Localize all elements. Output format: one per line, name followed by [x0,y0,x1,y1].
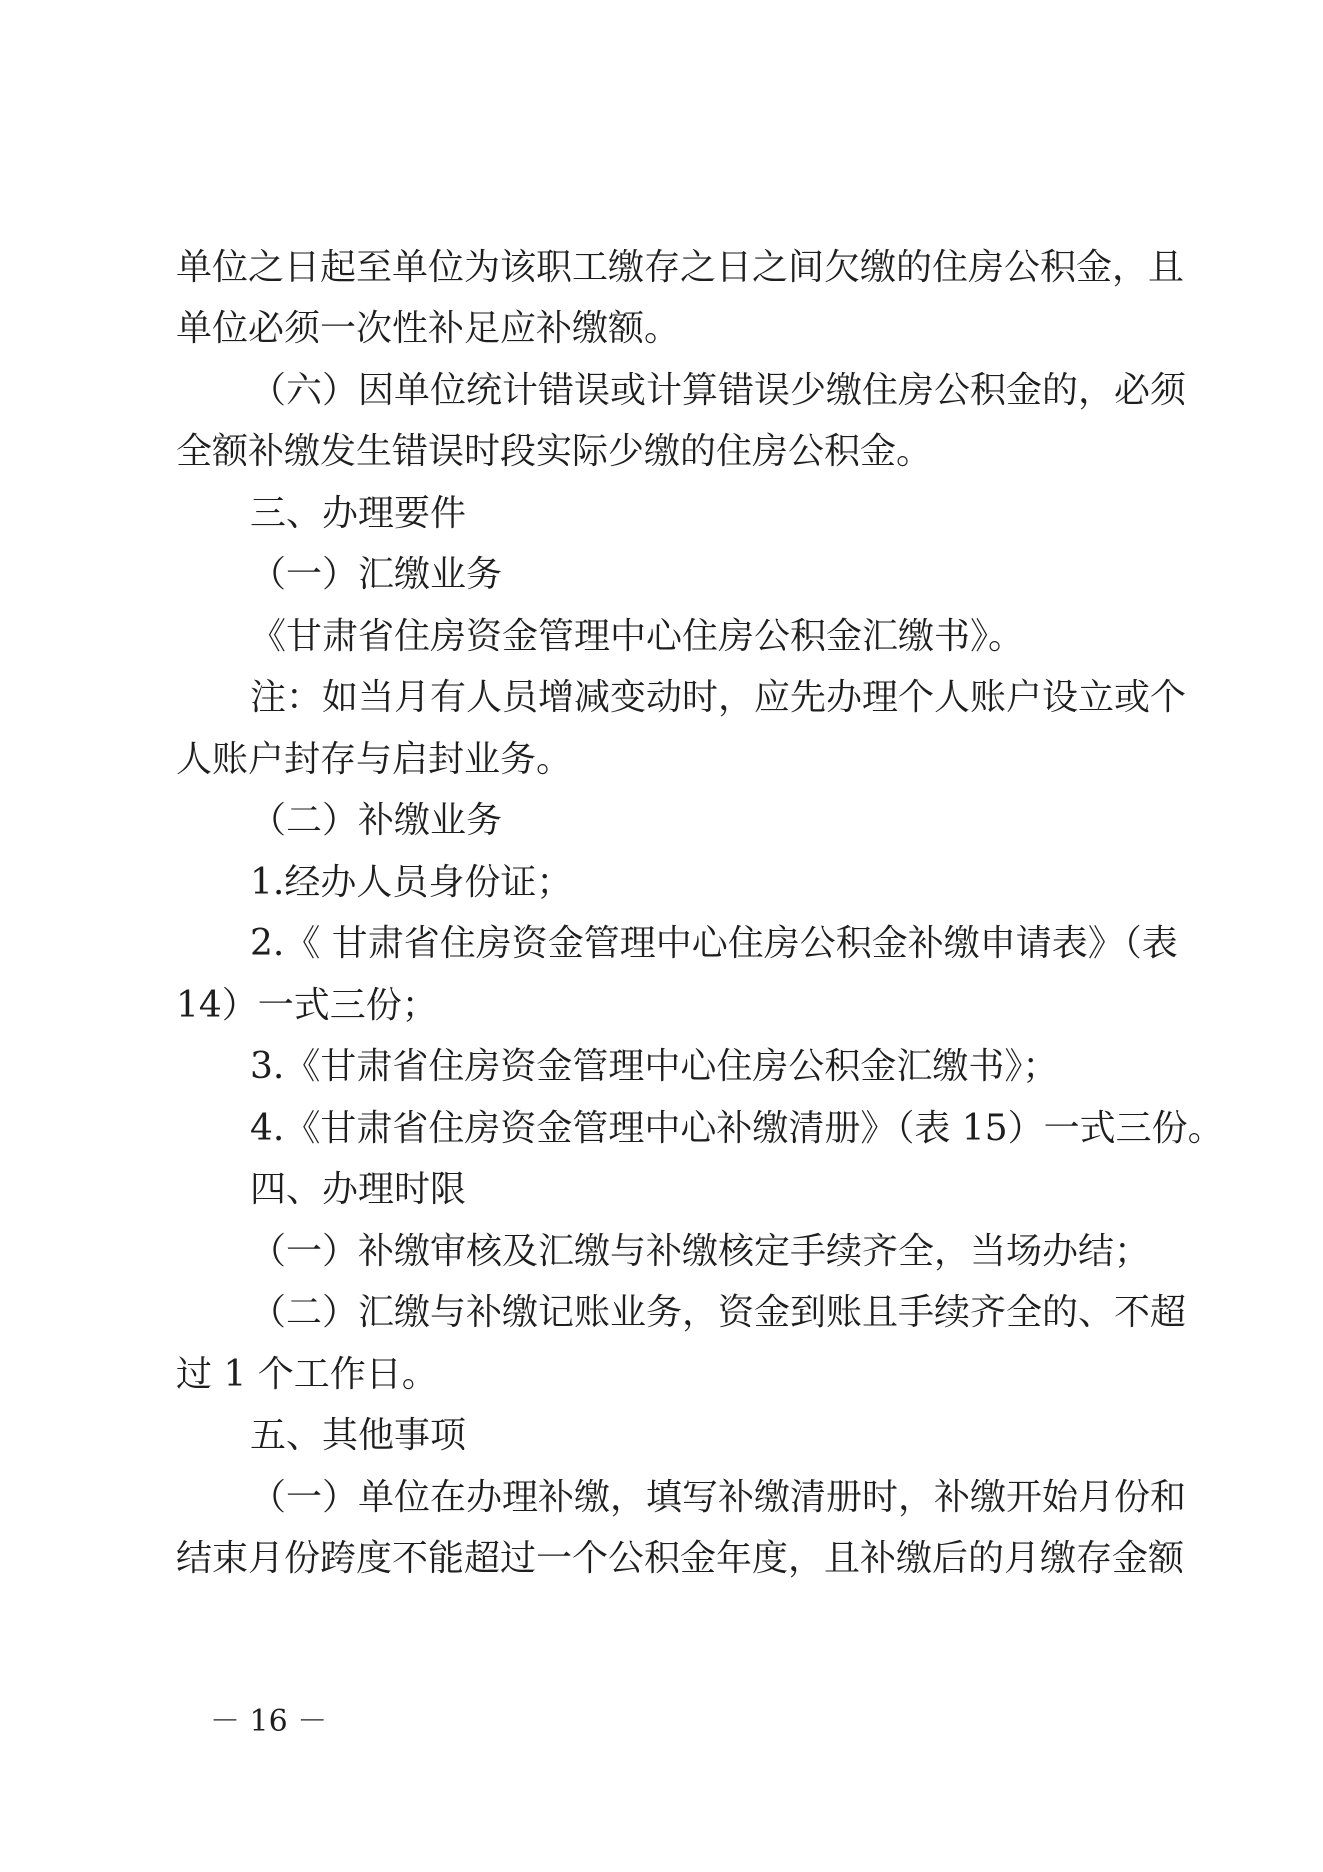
list-item-continuation: 14）一式三份； [176,985,438,1026]
paragraph-line: （二）汇缴与补缴记账业务，资金到账且手续齐全的、不超 [250,1292,1187,1333]
paragraph-line: 单位必须一次性补足应补缴额。 [176,308,681,349]
paragraph-line: （六）因单位统计错误或计算错误少缴住房公积金的，必须 [250,370,1187,411]
paragraph-line: （一）补缴审核及汇缴与补缴核定手续齐全，当场办结； [250,1231,1151,1272]
paragraph-line: 人账户封存与启封业务。 [176,739,573,780]
subsection-heading: （二）补缴业务 [250,800,503,841]
section-heading: 五、其他事项 [250,1415,467,1456]
paragraph-line: 结束月份跨度不能超过一个公积金年度，且补缴后的月缴存金额 [176,1538,1185,1579]
list-item: 1.经办人员身份证； [250,862,573,903]
section-heading: 三、办理要件 [250,493,467,534]
paragraph-line: 全额补缴发生错误时段实际少缴的住房公积金。 [176,431,933,472]
paragraph-line: （一）单位在办理补缴，填写补缴清册时，补缴开始月份和 [250,1477,1187,1518]
section-heading: 四、办理时限 [250,1169,467,1210]
paragraph-line: 过 1 个工作日。 [176,1354,438,1395]
list-item: 2.《 甘肃省住房资金管理中心住房公积金补缴申请表》（表 [250,923,1178,964]
subsection-heading: （一）汇缴业务 [250,554,503,595]
paragraph-line: 《甘肃省住房资金管理中心住房公积金汇缴书》。 [250,616,1025,657]
paragraph-line: 单位之日起至单位为该职工缴存之日之间欠缴的住房公积金，且 [176,247,1185,288]
list-item: 4.《甘肃省住房资金管理中心补缴清册》（表 15）一式三份。 [250,1108,1224,1149]
list-item: 3.《甘肃省住房资金管理中心住房公积金汇缴书》； [250,1046,1059,1087]
page-number: － 16 － [210,1704,328,1739]
paragraph-line: 注：如当月有人员增减变动时，应先办理个人账户设立或个 [250,677,1187,718]
